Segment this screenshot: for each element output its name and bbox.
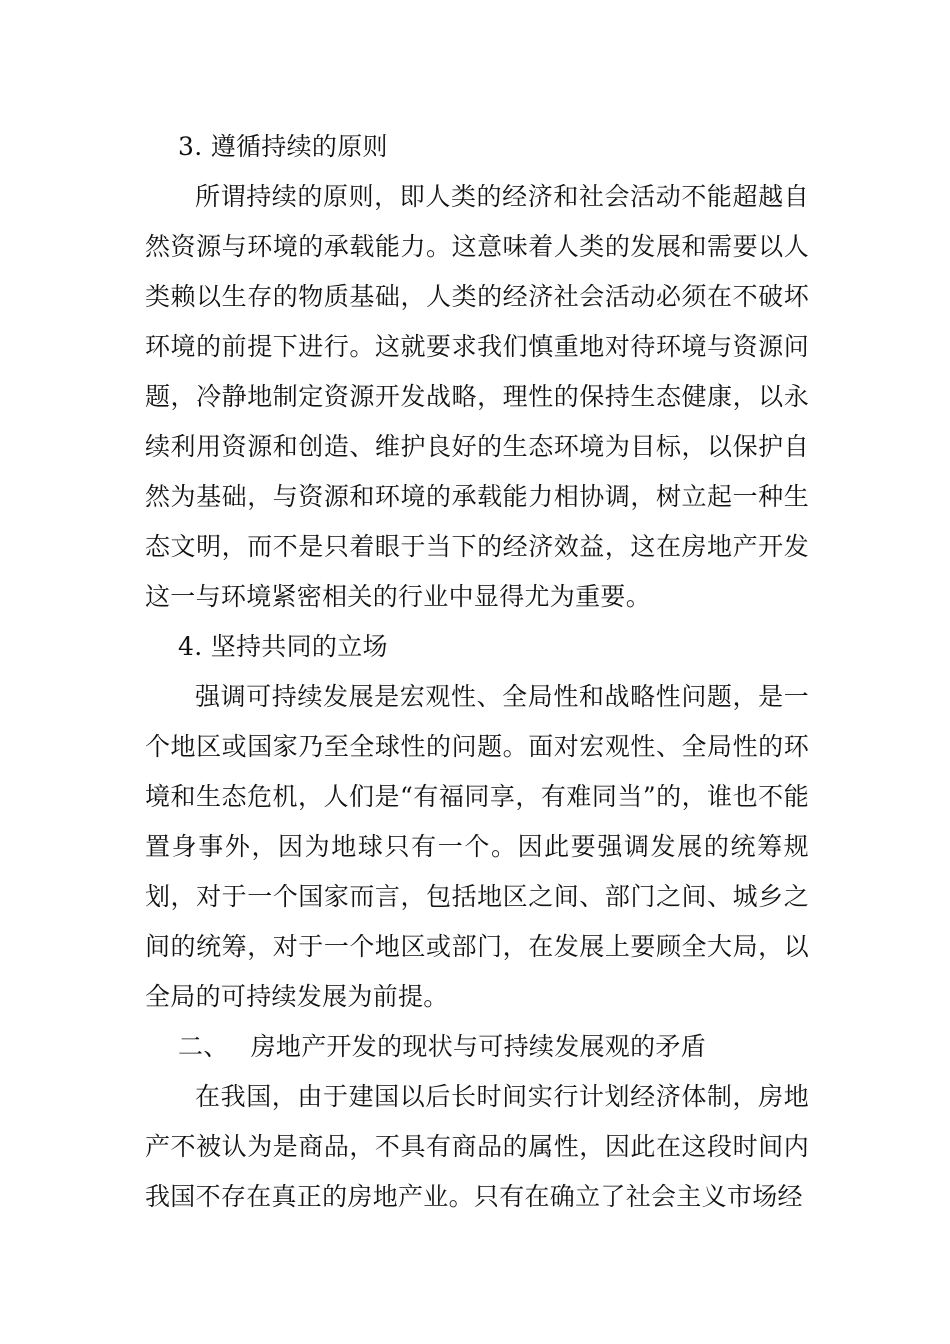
section-number: 二、 <box>178 1032 229 1061</box>
section-heading-2 <box>145 1022 809 1072</box>
paragraph-current-status: 在我国，由于建国以后长时间实行计划经济体制，房地产不被认为是商品，不具有商品的属性，因此在这段时间内我国不存在真正的房地产业。只有在确立了社会主义市场经 <box>145 1082 809 1211</box>
paragraph-common-stance: 强调可持续发展是宏观性、全局性和战略性问题，是一个地区或国家乃至全球性的问题。面对宏观性、全局性的环境和生态危机，人们是“有福同享，有难同当”的，谁也不能置身事外，因为地球只有一个。因此要强调发展的统筹规划，对于一个国家而言，包括地区之间、部门之间、城乡之间的统筹，对于一个地区或部门，在发展上要顾全大局，以全局的可持续发展为前提。 <box>145 682 809 1011</box>
subheading-3: 3. 遵循持续的原则 <box>178 132 388 161</box>
document-body <box>145 122 809 1222</box>
paragraph-continuity-principle: 所谓持续的原则，即人类的经济和社会活动不能超越自然资源与环境的承载能力。这意味着人类的发展和需要以人类赖以生存的物质基础，人类的经济社会活动必须在不破坏环境的前提下进行。这就要求我们慎重地对待环境与资源问题，冷静地制定资源开发战略，理性的保持生态健康，以永续利用资源和创造、维护良好的生态环境为目标，以保护自然为基础，与资源和环境的承载能力相协调，树立起一种生态文明，而不是只着眼于当下的经济效益，这在房地产开发这一与环境紧密相关的行业中显得尤为重要。 <box>145 182 809 611</box>
section-title: 房地产开发的现状与可持续发展观的矛盾 <box>250 1032 707 1061</box>
subheading-4: 4. 坚持共同的立场 <box>178 632 388 661</box>
